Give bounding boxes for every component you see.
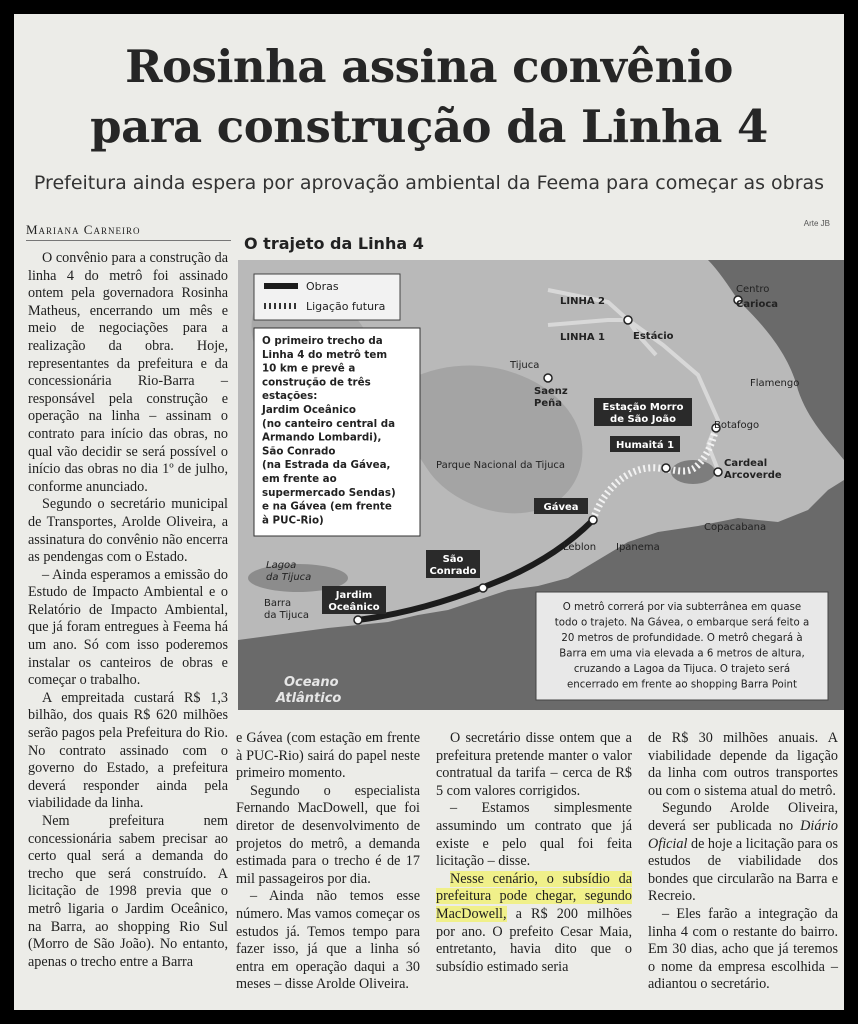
label-tijuca: Tijuca — [510, 360, 540, 371]
label-barra-2: da Tijuca — [264, 610, 309, 621]
label-botafogo: Botafogo — [714, 420, 760, 431]
info-box-line: em frente ao — [262, 473, 337, 485]
info-box-line: Jardim Oceânico — [262, 404, 356, 416]
label-oceano-1: Oceano — [284, 675, 339, 690]
byline-rule — [26, 240, 231, 241]
tag-morro-1: Estação Morro — [602, 402, 684, 413]
station-jardim-oceanico — [354, 616, 362, 624]
paragraph: e Gávea (com estação em frente à PUC-Rio) sairá do papel neste primeiro momento. — [236, 730, 420, 782]
info-box-line: Linha 4 do metrô tem — [262, 348, 388, 361]
newspaper-page — [14, 14, 844, 1010]
column-4 — [648, 730, 838, 994]
label-cardeal-1: Cardeal — [724, 458, 768, 469]
column-1 — [28, 250, 228, 971]
label-barra-1: Barra — [264, 598, 292, 609]
label-oceano-2: Atlântico — [276, 691, 342, 706]
info-box-line: (na Estrada da Gávea, — [262, 459, 391, 472]
paragraph: – Ainda não temos esse número. Mas vamos começar os estudos já. Temos tempo para fazer isso, já que a linha só entra em operação daqui a 30 meses – disse Arolde Oliveira. — [236, 888, 420, 993]
label-saenz-2: Peña — [534, 398, 562, 409]
paragraph: O convênio para a construção da linha 4 do metrô foi assinado ontem pela governadora Rosinha Matheus, encerrando um mês e meio de negociações para a realização da obra. Hoje, representantes da prefeitura e da concessionária Rio-Barra – responsável pela construção e operação na linha – assinam o contrato para início das obras, no qual vão decidir se será possível o início das obras no dia 1º de julho, conforme anunciado. — [28, 250, 228, 495]
paragraph: – Ainda esperamos a emissão do Estudo de Impacto Ambiental e o Relatório de Impacto Ambiental, que já foram entregues à Feema há um ano. Só com isso poderemos instalar os canteiros de obras e começar o trabalho. — [28, 566, 228, 689]
info-box-line: e na Gávea (em frente — [262, 500, 392, 513]
line4-route-map — [238, 260, 844, 710]
info-box-line: à PUC-Rio) — [262, 514, 324, 527]
station-gavea — [589, 516, 597, 524]
station-estacio — [624, 316, 632, 324]
station-cardeal-arcoverde — [714, 468, 722, 476]
info-box-line: 10 km e prevê a — [262, 362, 356, 375]
legend-obras-label: Obras — [306, 280, 339, 293]
label-ipanema: Ipanema — [616, 542, 660, 553]
label-centro: Centro — [736, 284, 770, 295]
info-box-line: São Conrado — [262, 445, 336, 458]
note-box-line: encerrado em frente ao shopping Barra Point — [566, 679, 798, 691]
paragraph: Segundo o secretário municipal de Transportes, Arolde Oliveira, a assinatura do convênio não encerra as pendengas com o Estado. — [28, 496, 228, 566]
info-box-line: Armando Lombardi), — [262, 431, 382, 444]
info-box-line: supermercado Sendas) — [262, 486, 396, 499]
tag-sao-conrado-1: São — [442, 554, 464, 565]
art-credit: Arte JB — [803, 219, 830, 228]
paragraph: Segundo o especialista Fernando MacDowell, que foi diretor de desenvolvimento de projetos do metrô, a demanda estimada para o trecho é de 17 mil passageiros por dia. — [236, 782, 420, 887]
paragraph: Nem prefeitura nem concessionária sabem precisar ao certo qual será a demanda do trecho que será construído. A licitação de 1998 previa que o metrô ligaria o Jardim Oceânico, na Barra, ao shopping Rio Sul (Morro de São João). No entanto, apenas o trecho entre a Barra — [28, 813, 228, 970]
paragraph-rest: a R$ 200 milhões por ano. O prefeito Cesar Maia, entretanto, havia dito que o subsídio estimado seria — [436, 905, 632, 975]
tag-humaita-label: Humaitá 1 — [615, 440, 675, 451]
paragraph: de R$ 30 milhões anuais. A viabilidade depende da ligação da linha com outros transportes ou com o sistema atual do metrô. — [648, 730, 838, 799]
station-sao-conrado — [479, 584, 487, 592]
tag-jardim-1: Jardim — [335, 590, 373, 601]
tag-jardim-2: Oceânico — [328, 602, 380, 613]
column-2 — [236, 730, 420, 994]
label-lagoa-1: Lagoa — [266, 560, 297, 571]
station-humaita — [662, 464, 670, 472]
note-box-line: 20 metros de profundidade. O metrô chegará à — [561, 633, 803, 644]
label-lagoa-2: da Tijuca — [266, 572, 312, 583]
paragraph: A empreitada custará R$ 1,3 bilhão, dos quais R$ 620 milhões serão pagos pela Prefeitura do Rio. No contrato assinado com o governo do Estado, a prefeitura deverá responder ainda pela viabilidade da linha. — [28, 689, 228, 812]
station-saenz-pena — [544, 374, 552, 382]
note-box-line: O metrô correrá por via subterrânea em quase — [562, 602, 802, 613]
headline-line-1: Rosinha assina convênio — [125, 40, 733, 93]
paragraph: – Eles farão a integração da linha 4 com o restante do bairro. Em 30 dias, acho que já teremos o nome da empresa escolhida – adiantou o secretário. — [648, 905, 838, 993]
label-cardeal-2: Arcoverde — [724, 470, 782, 481]
label-saenz-1: Saenz — [534, 386, 568, 397]
paragraph — [648, 800, 838, 906]
note-box-line: todo o trajeto. Na Gávea, o embarque será feito a — [554, 617, 810, 629]
text-run: de hoje a licitação para os estudos de viabilidade dos bondes que circularão na Barra e Recreio. — [648, 835, 838, 905]
paragraph — [436, 871, 632, 977]
tag-gavea-label: Gávea — [543, 502, 579, 513]
label-linha2: LINHA 2 — [560, 296, 606, 307]
lagoon — [671, 460, 715, 484]
column-3 — [436, 730, 632, 976]
label-estacio: Estácio — [633, 331, 674, 342]
info-box-line: estações: — [262, 390, 318, 403]
headline-line-2: para construção da Linha 4 — [90, 100, 768, 153]
tag-sao-conrado-2: Conrado — [429, 566, 477, 577]
label-linha1: LINHA 1 — [560, 332, 606, 343]
paragraph: O secretário disse ontem que a prefeitura pretende manter o valor contratual da tarifa – cerca de R$ 5 com valores corrigidos. — [436, 730, 632, 799]
info-box-line: construção de três — [262, 376, 371, 389]
note-box-line: Barra em uma via elevada a 6 metros de altura, — [559, 648, 805, 660]
subheadline: Prefeitura ainda espera por aprovação ambiental da Feema para começar as obras — [33, 172, 825, 194]
label-carioca: Carioca — [736, 299, 778, 310]
text-run: Segundo Arolde Oliveira, deverá ser publicada no — [648, 800, 838, 834]
map-title: O trajeto da Linha 4 — [244, 234, 424, 253]
highlighted-text: Nesse cenário, o subsídio da prefeitura pode chegar, segundo MacDowell, — [436, 870, 632, 922]
paragraph: – Estamos simplesmente assumindo um contrato que já existe e pelo qual foi feita licitação – disse. — [436, 800, 632, 870]
label-leblon: Leblon — [563, 542, 597, 553]
info-box-line: (no canteiro central da — [262, 417, 396, 430]
tag-morro-2: de São João — [610, 414, 676, 425]
label-flamengo: Flamengo — [750, 378, 800, 389]
note-box-line: cruzando a Lagoa da Tijuca. O trajeto será — [573, 664, 791, 675]
info-box-line: O primeiro trecho da — [262, 335, 383, 347]
byline: Mariana Carneiro — [26, 222, 141, 237]
label-copacabana: Copacabana — [704, 522, 767, 533]
label-parque: Parque Nacional da Tijuca — [436, 460, 566, 471]
legend-futura-label: Ligação futura — [306, 300, 386, 313]
diario-oficial-italic: Diário Oficial — [648, 817, 838, 852]
